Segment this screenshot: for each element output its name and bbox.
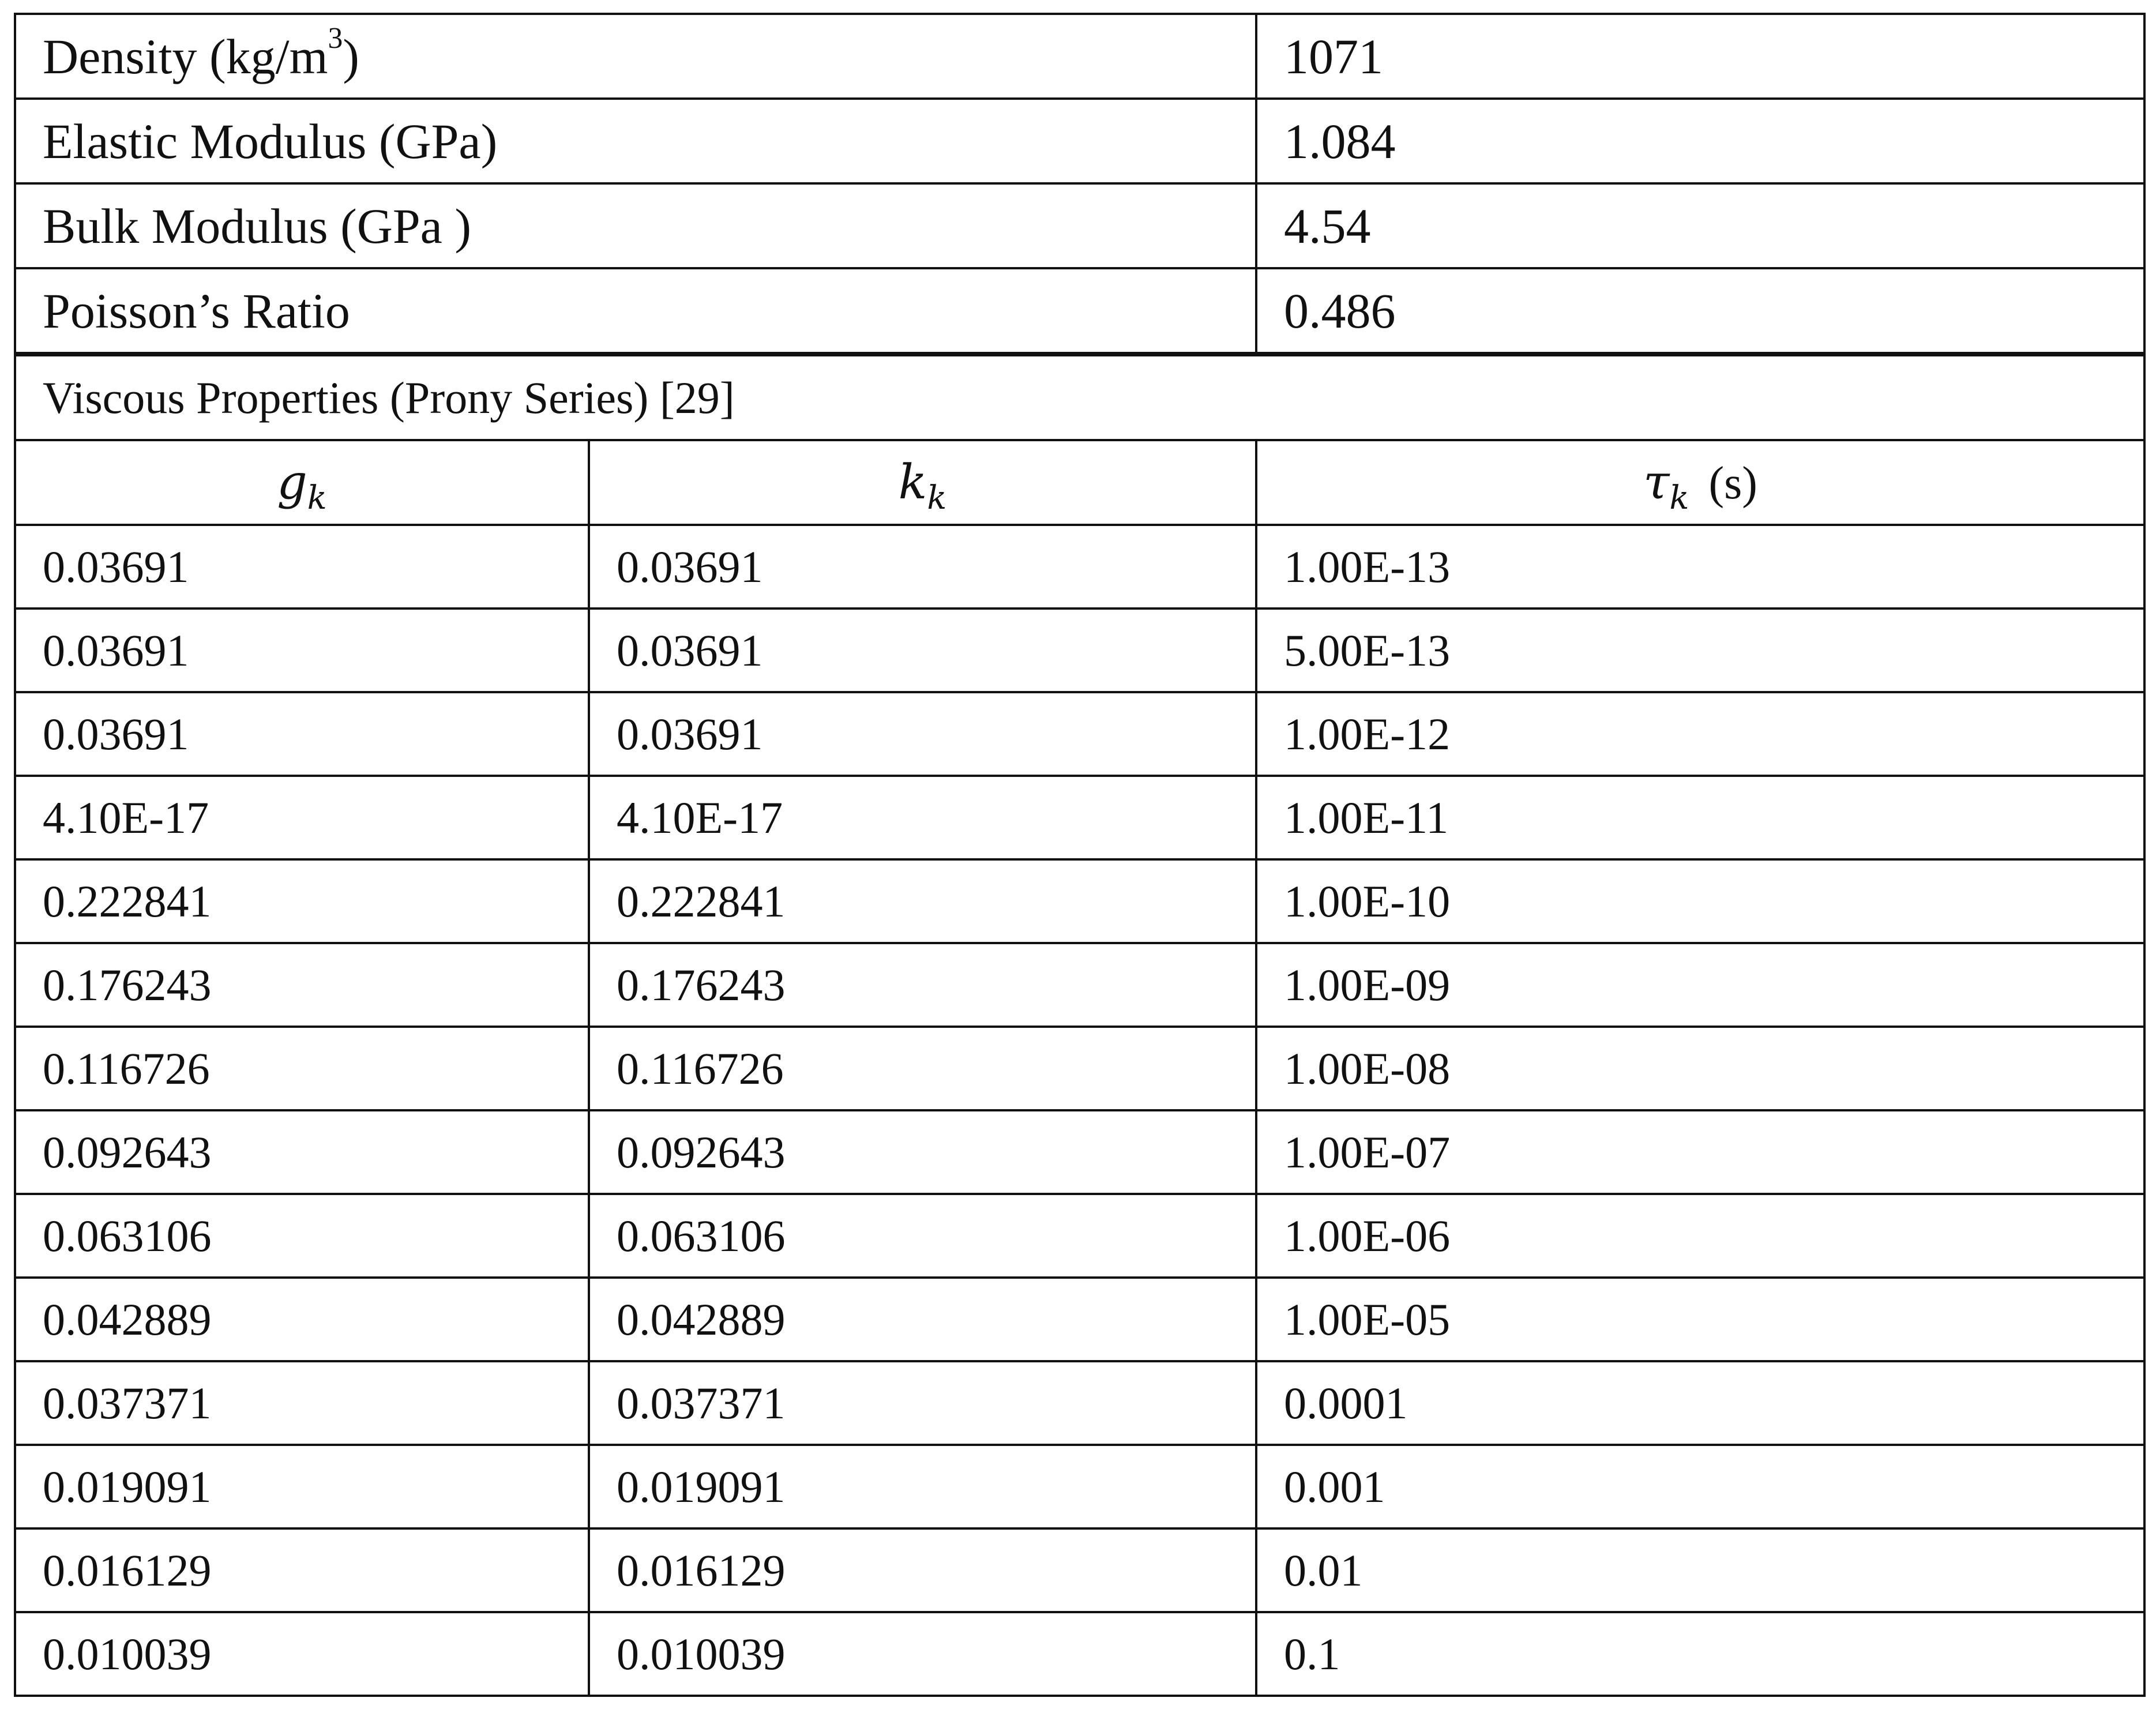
cell-k: 0.010039 — [589, 1612, 1256, 1696]
cell-k: 4.10E-17 — [589, 776, 1256, 859]
cell-tau: 1.00E-12 — [1256, 692, 2144, 776]
column-header-g: $g_k$ — [15, 440, 589, 525]
property-row-poissons-ratio — [15, 268, 2144, 354]
cell-g: 0.019091 — [15, 1445, 589, 1528]
cell-tau: 5.00E-13 — [1256, 609, 2144, 692]
cell-g: 0.016129 — [15, 1528, 589, 1612]
cell-g: 0.03691 — [15, 692, 589, 776]
cell-tau: 1.00E-10 — [1256, 859, 2144, 943]
cell-tau: 1.00E-11 — [1256, 776, 2144, 859]
property-value: 1.084 — [1256, 99, 2144, 183]
property-label: Bulk Modulus (GPa ) — [15, 183, 1256, 268]
cell-k: 0.03691 — [589, 692, 1256, 776]
table-row — [15, 776, 2144, 859]
table-row — [15, 1445, 2144, 1528]
cell-tau: 0.001 — [1256, 1445, 2144, 1528]
property-value: 1071 — [1256, 14, 2144, 99]
cell-tau: 0.01 — [1256, 1528, 2144, 1612]
cell-tau: 1.00E-13 — [1256, 525, 2144, 609]
prony-header-row — [15, 440, 2144, 525]
cell-tau: 0.0001 — [1256, 1361, 2144, 1445]
table-row — [15, 1612, 2144, 1696]
property-value: 0.486 — [1256, 268, 2144, 354]
table-row — [15, 525, 2144, 609]
section-title-row — [15, 354, 2144, 440]
table-row — [15, 1027, 2144, 1110]
table-row — [15, 1194, 2144, 1278]
property-row-elastic-modulus — [15, 99, 2144, 183]
table-row — [15, 1278, 2144, 1361]
cell-tau: 1.00E-08 — [1256, 1027, 2144, 1110]
property-label: Density $(kg/m^3)$ — [15, 14, 1256, 99]
cell-g: 0.042889 — [15, 1278, 589, 1361]
cell-k: 0.03691 — [589, 525, 1256, 609]
cell-k: 0.222841 — [589, 859, 1256, 943]
cell-k: 0.092643 — [589, 1110, 1256, 1194]
property-row-density — [15, 14, 2144, 99]
table-row — [15, 1361, 2144, 1445]
cell-g: 0.037371 — [15, 1361, 589, 1445]
table-row — [15, 1528, 2144, 1612]
table-row — [15, 609, 2144, 692]
cell-g: 0.03691 — [15, 525, 589, 609]
cell-g: 0.176243 — [15, 943, 589, 1027]
column-header-tau: $\tau_k$ (s) — [1256, 440, 2144, 525]
cell-tau: 1.00E-05 — [1256, 1278, 2144, 1361]
cell-k: 0.016129 — [589, 1528, 1256, 1612]
cell-k: 0.176243 — [589, 943, 1256, 1027]
table-row — [15, 943, 2144, 1027]
cell-g: 0.092643 — [15, 1110, 589, 1194]
material-properties-table — [14, 13, 2146, 1697]
cell-tau: 1.00E-06 — [1256, 1194, 2144, 1278]
cell-k: 0.042889 — [589, 1278, 1256, 1361]
cell-g: 4.10E-17 — [15, 776, 589, 859]
cell-k: 0.037371 — [589, 1361, 1256, 1445]
cell-tau: 1.00E-09 — [1256, 943, 2144, 1027]
section-title: Viscous Properties (Prony Series) [29] — [15, 354, 2144, 440]
property-label: Elastic Modulus (GPa) — [15, 99, 1256, 183]
property-row-bulk-modulus — [15, 183, 2144, 268]
table-row — [15, 859, 2144, 943]
cell-g: 0.010039 — [15, 1612, 589, 1696]
material-properties-table-container — [14, 13, 2143, 1697]
cell-k: 0.03691 — [589, 609, 1256, 692]
cell-k: 0.019091 — [589, 1445, 1256, 1528]
cell-k: 0.063106 — [589, 1194, 1256, 1278]
table-row — [15, 1110, 2144, 1194]
cell-g: 0.063106 — [15, 1194, 589, 1278]
cell-g: 0.03691 — [15, 609, 589, 692]
property-label: Poisson’s Ratio — [15, 268, 1256, 354]
cell-g: 0.222841 — [15, 859, 589, 943]
cell-k: 0.116726 — [589, 1027, 1256, 1110]
cell-g: 0.116726 — [15, 1027, 589, 1110]
prony-series-body — [15, 525, 2144, 1696]
property-value: 4.54 — [1256, 183, 2144, 268]
cell-tau: 0.1 — [1256, 1612, 2144, 1696]
table-row — [15, 692, 2144, 776]
cell-tau: 1.00E-07 — [1256, 1110, 2144, 1194]
column-header-k: $k_k$ — [589, 440, 1256, 525]
